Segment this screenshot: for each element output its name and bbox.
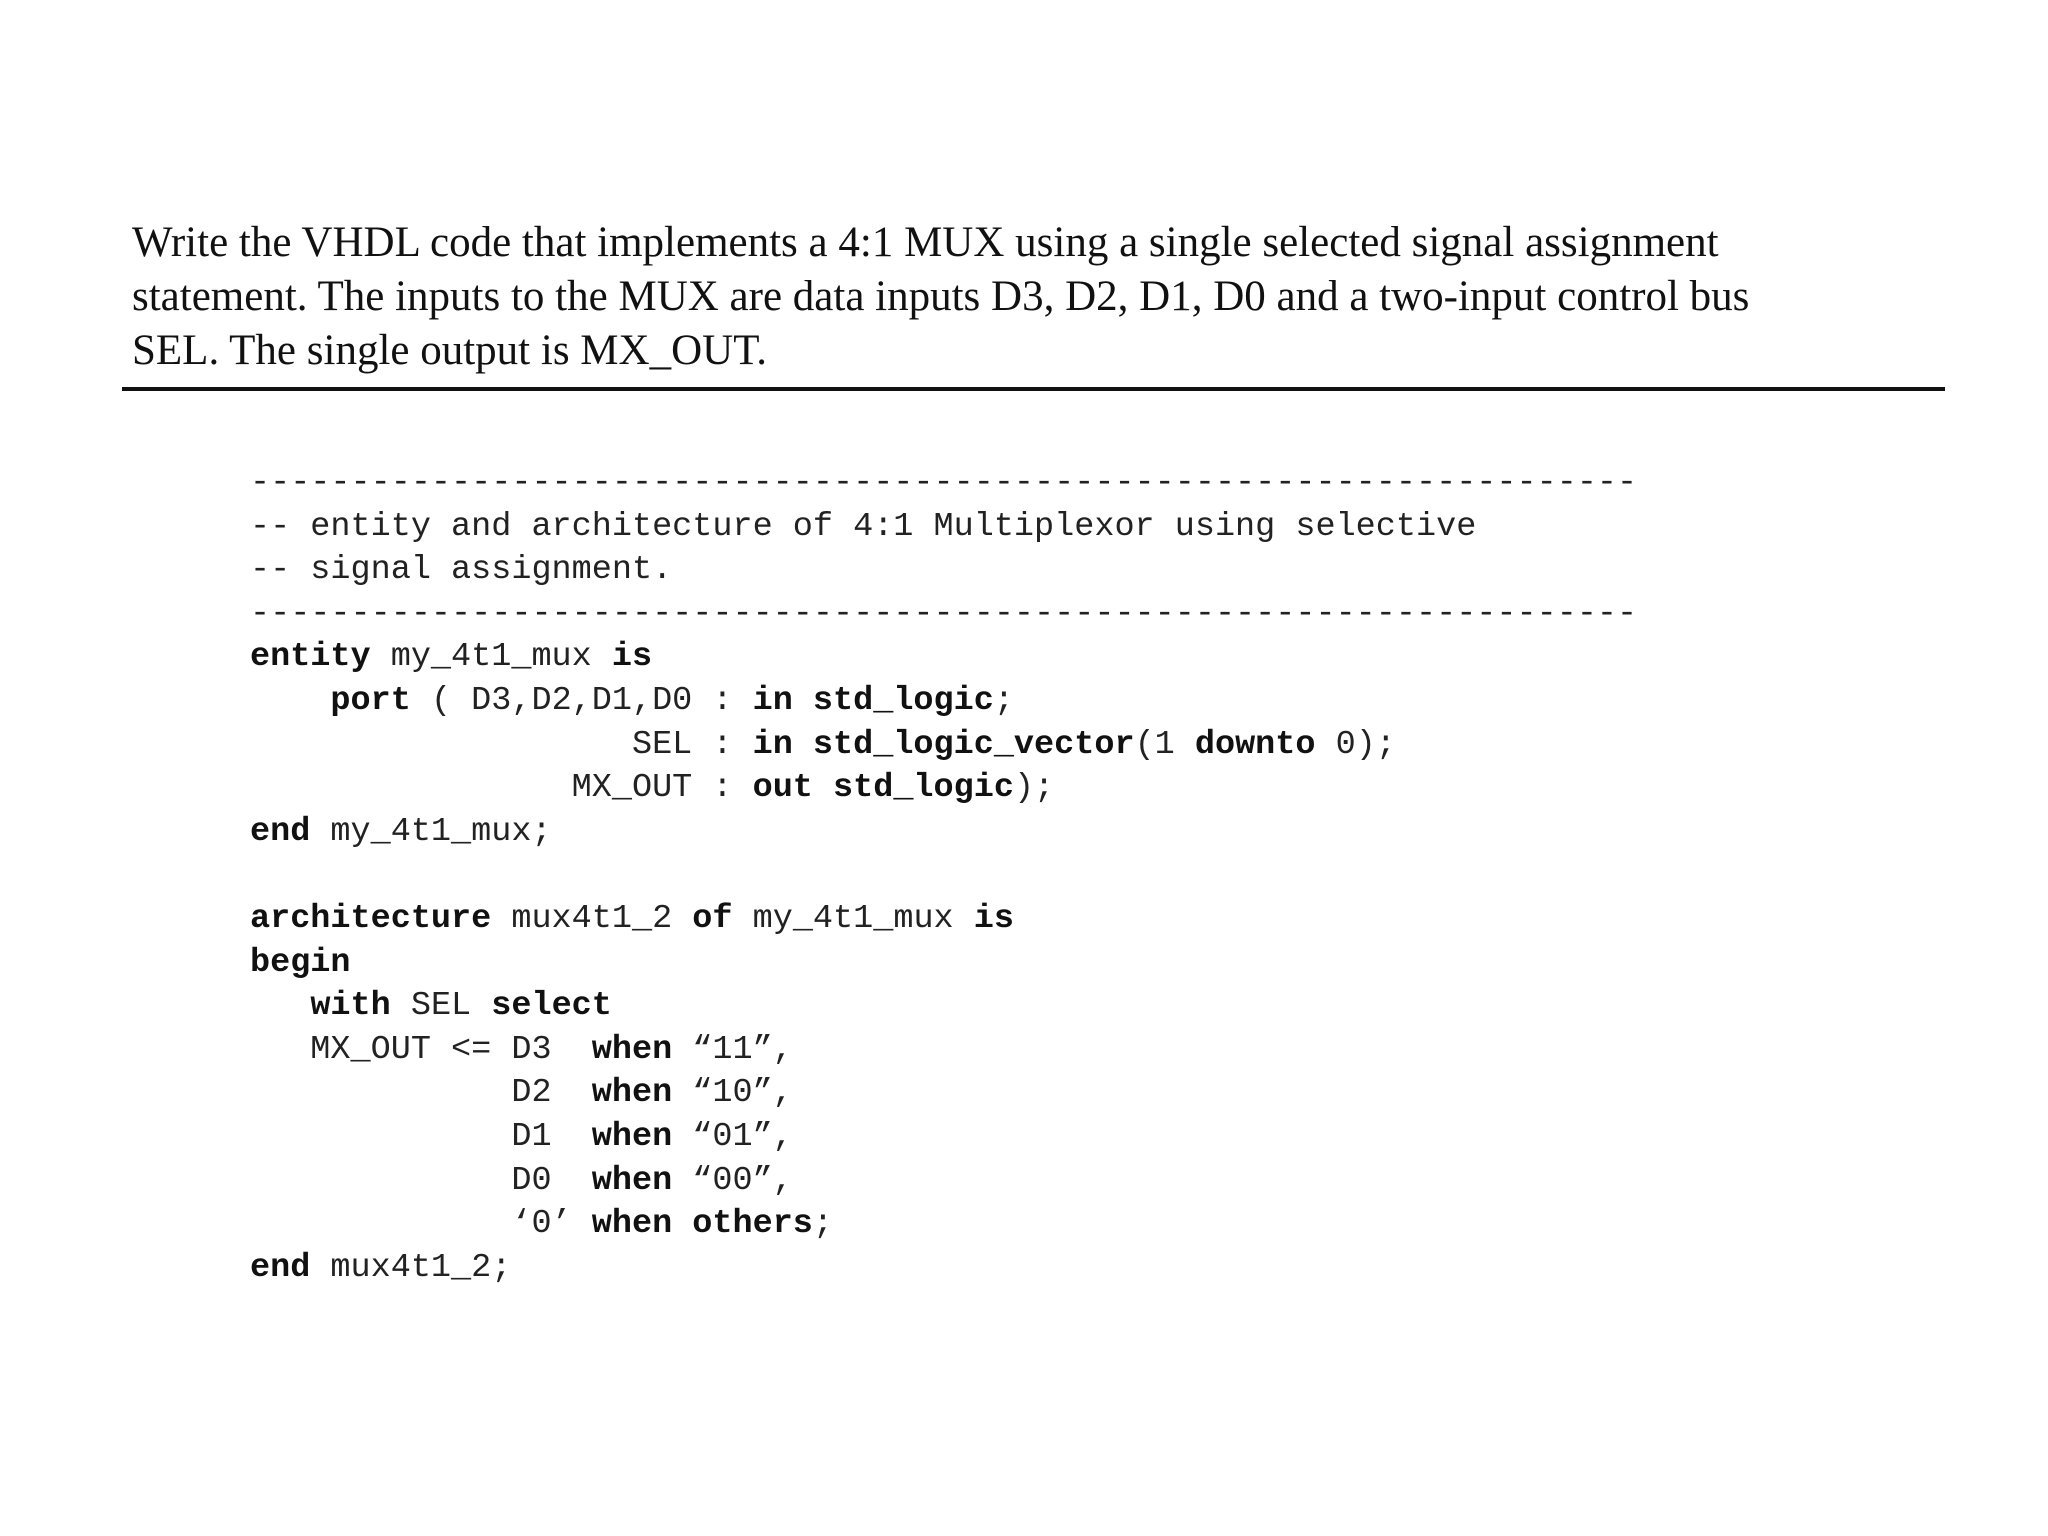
code-line	[250, 462, 1637, 506]
horizontal-rule	[122, 387, 1945, 391]
code-text: ( D3,D2,D1,D0 :	[410, 681, 753, 720]
code-line	[250, 1247, 1637, 1291]
code-keyword: begin	[250, 943, 351, 982]
code-line	[250, 680, 1637, 724]
code-line	[250, 898, 1637, 942]
problem-statement-line: SEL. The single output is MX_OUT.	[132, 327, 768, 374]
code-text: my_4t1_mux;	[310, 812, 552, 851]
code-text: ;	[812, 1205, 834, 1244]
code-text: ‘0’	[250, 1205, 592, 1244]
code-keyword: select	[491, 987, 612, 1026]
code-text	[250, 987, 310, 1025]
code-line	[250, 1116, 1637, 1160]
code-line	[250, 854, 1637, 898]
code-keyword: downto	[1194, 725, 1316, 764]
code-keyword: is	[611, 638, 653, 677]
code-text: ---------------------------------------------------------------------	[250, 594, 1638, 633]
code-keyword: when	[591, 1161, 673, 1200]
code-line	[250, 811, 1637, 855]
code-line	[250, 506, 1637, 550]
code-line	[250, 1029, 1637, 1073]
code-text: ;	[993, 681, 1014, 720]
code-text: SEL	[390, 987, 492, 1026]
code-text: ---------------------------------------------------------------------	[250, 464, 1638, 502]
code-text: -- signal assignment.	[250, 551, 673, 590]
code-keyword: end	[250, 812, 311, 851]
code-line	[250, 985, 1637, 1029]
code-line	[250, 636, 1637, 680]
code-text: “00”,	[672, 1161, 793, 1200]
code-line	[250, 942, 1637, 986]
code-keyword: out std_logic	[752, 769, 1014, 808]
code-text: SEL :	[250, 725, 753, 764]
code-keyword: end	[250, 1248, 311, 1287]
code-line	[250, 1160, 1637, 1204]
code-keyword: when	[591, 1030, 673, 1069]
code-text: D0	[250, 1161, 592, 1200]
code-text: );	[1013, 769, 1055, 808]
code-line	[250, 724, 1637, 768]
code-keyword: is	[973, 899, 1014, 938]
problem-statement	[132, 216, 1952, 378]
code-keyword: in std_logic	[752, 681, 994, 720]
problem-statement-line: statement. The inputs to the MUX are data inputs D3, D2, D1, D0 and a two-input control bus	[132, 273, 1750, 320]
code-keyword: port	[330, 681, 411, 720]
code-text: (1	[1134, 725, 1195, 764]
code-line	[250, 1072, 1637, 1116]
code-keyword: when	[591, 1117, 673, 1156]
code-text: mux4t1_2;	[310, 1248, 512, 1287]
code-text: mux4t1_2	[491, 899, 693, 938]
problem-statement-line: Write the VHDL code that implements a 4:1 MUX using a single selected signal assignment	[132, 219, 1719, 266]
vhdl-code-block	[250, 462, 1637, 1290]
code-line	[250, 767, 1637, 811]
code-line	[250, 549, 1637, 593]
code-text	[250, 682, 330, 720]
code-text: D1	[250, 1117, 592, 1156]
code-keyword: entity	[250, 638, 371, 677]
code-line	[250, 593, 1637, 637]
code-line	[250, 1203, 1637, 1247]
code-text: my_4t1_mux	[370, 638, 612, 677]
code-text: “11”,	[672, 1030, 793, 1069]
code-text: 0);	[1315, 725, 1396, 764]
code-text: “10”,	[672, 1074, 793, 1113]
code-keyword: architecture	[250, 899, 492, 938]
code-text: my_4t1_mux	[732, 899, 974, 938]
code-text: D2	[250, 1074, 592, 1113]
code-keyword: with	[310, 987, 391, 1026]
code-text: -- entity and architecture of 4:1 Multiplexor using selective	[250, 507, 1477, 546]
code-keyword: in std_logic_vector	[752, 725, 1135, 764]
code-keyword: when others	[591, 1205, 813, 1244]
code-text: MX_OUT <= D3	[250, 1030, 592, 1069]
code-text: MX_OUT :	[250, 769, 753, 808]
code-keyword: of	[692, 899, 733, 938]
code-keyword: when	[591, 1074, 673, 1113]
code-text: “01”,	[672, 1117, 793, 1156]
